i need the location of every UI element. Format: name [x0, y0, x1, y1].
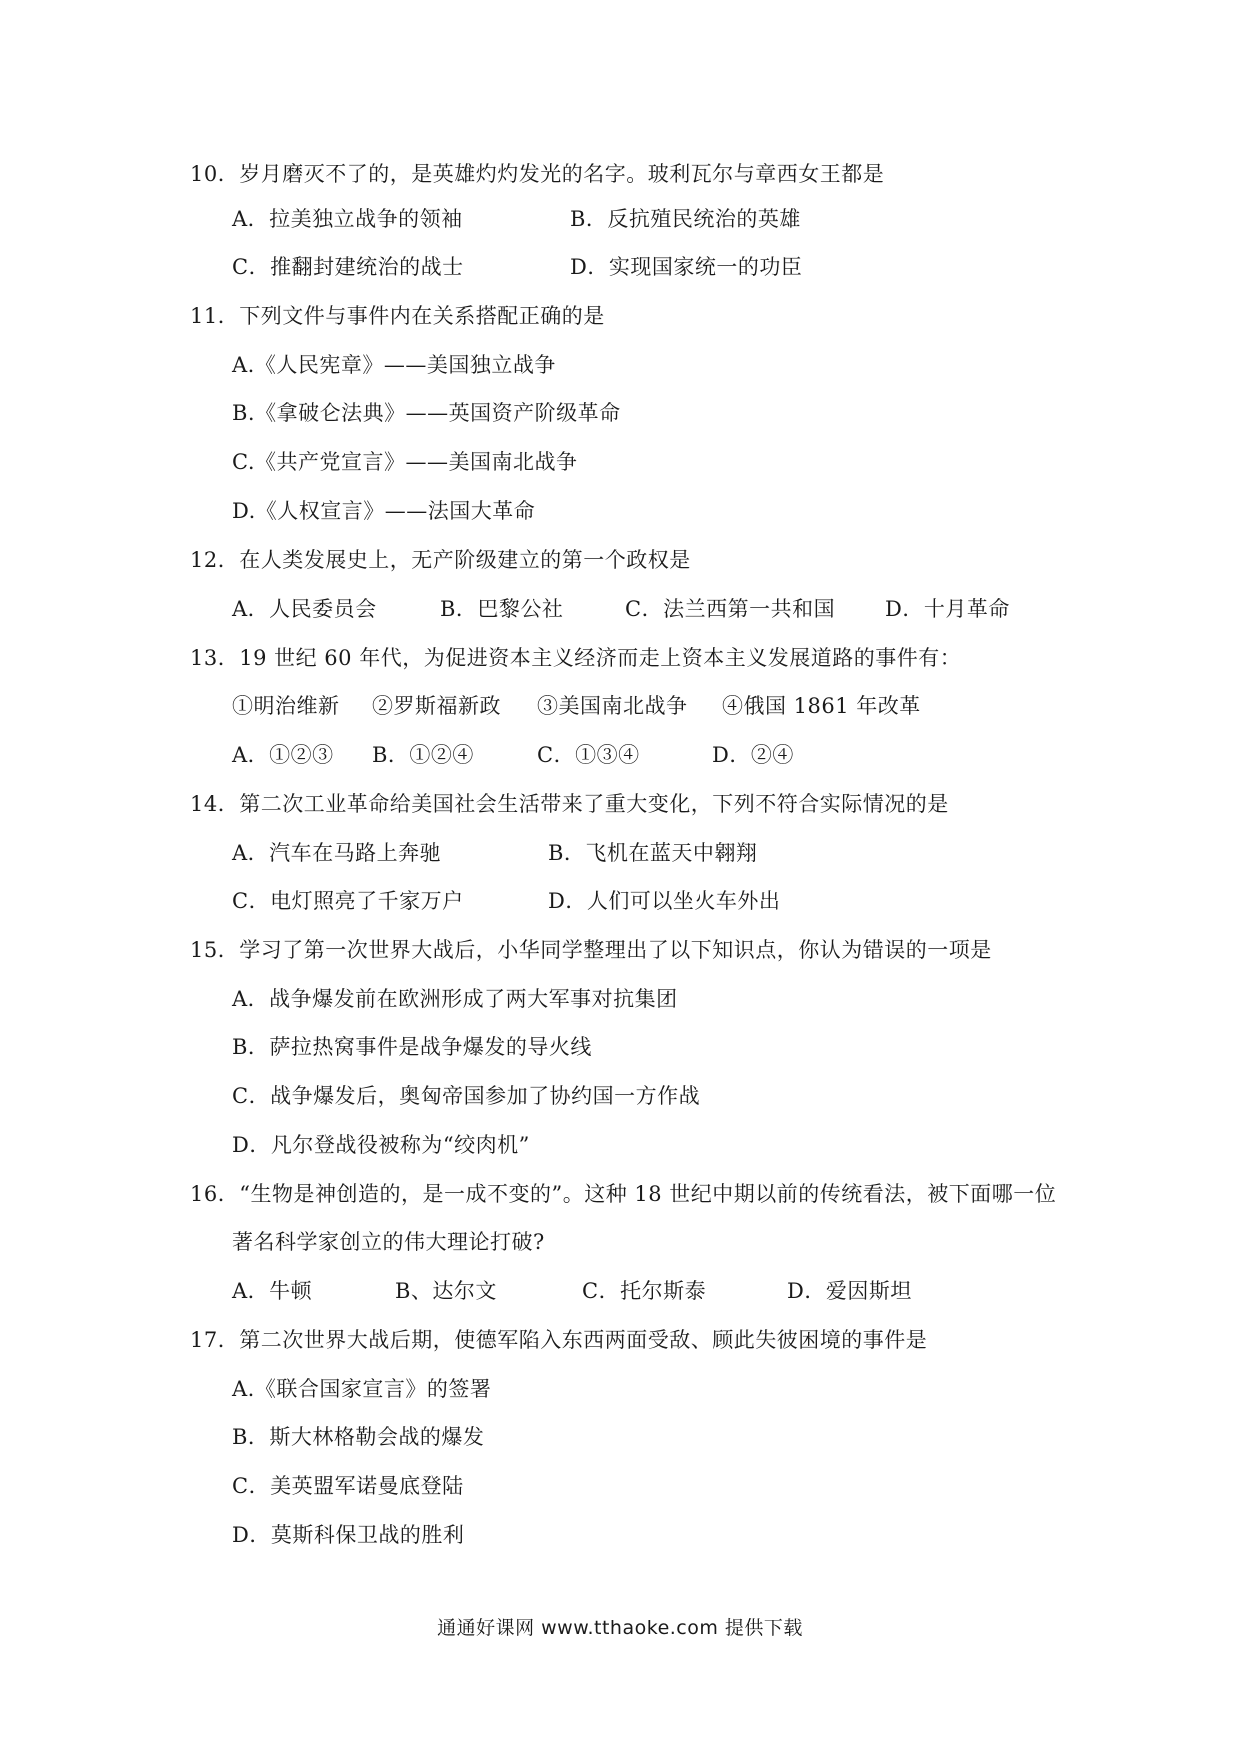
question-17-stem: 17．第二次世界大战后期，使德军陷入东西两面受敌、顾此失彼困境的事件是 — [190, 1328, 928, 1352]
question-13-option-b: B．①②④ — [372, 743, 474, 767]
question-11-option-a: A.《人民宪章》——美国独立战争 — [232, 353, 556, 377]
question-15-option-c: C．战争爆发后，奥匈帝国参加了协约国一方作战 — [232, 1084, 701, 1108]
question-15-option-d: D．凡尔登战役被称为“绞肉机” — [232, 1133, 530, 1157]
question-16-stem: 16．“生物是神创造的，是一成不变的”。这种 18 世纪中期以前的传统看法，被下面哪一位 — [190, 1182, 1057, 1206]
question-16-option-d: D．爱因斯坦 — [787, 1279, 912, 1303]
question-12-option-a: A．人民委员会 — [232, 597, 377, 621]
question-13-option-c: C．①③④ — [537, 743, 640, 767]
question-16-stem-continued: 著名科学家创立的伟大理论打破? — [232, 1230, 545, 1254]
question-11-option-b: B.《拿破仑法典》——英国资产阶级革命 — [232, 401, 621, 425]
question-11-option-c: C.《共产党宣言》——美国南北战争 — [232, 450, 578, 474]
question-12-option-c: C．法兰西第一共和国 — [625, 597, 836, 621]
question-12-stem: 12．在人类发展史上，无产阶级建立的第一个政权是 — [190, 548, 691, 572]
question-16-option-b: B、达尔文 — [395, 1279, 497, 1303]
question-11-stem: 11．下列文件与事件内在关系搭配正确的是 — [190, 304, 605, 328]
question-10-stem: 10．岁月磨灭不了的，是英雄灼灼发光的名字。玻利瓦尔与章西女王都是 — [190, 162, 885, 186]
question-13-stem: 13．19 世纪 60 年代，为促进资本主义经济而走上资本主义发展道路的事件有： — [190, 646, 962, 670]
question-13-option-d: D．②④ — [712, 743, 794, 767]
question-16-option-c: C．托尔斯泰 — [582, 1279, 707, 1303]
question-14-option-d: D．人们可以坐火车外出 — [548, 889, 781, 913]
question-17-option-b: B．斯大林格勒会战的爆发 — [232, 1425, 485, 1449]
question-14-stem: 14．第二次工业革命给美国社会生活带来了重大变化，下列不符合实际情况的是 — [190, 792, 949, 816]
question-13-item-3: ③美国南北战争 — [537, 694, 688, 718]
question-13-item-4: ④俄国 1861 年改革 — [722, 694, 921, 718]
question-17-option-d: D．莫斯科保卫战的胜利 — [232, 1523, 465, 1547]
question-10-option-b: B．反抗殖民统治的英雄 — [570, 207, 801, 231]
question-11-option-d: D.《人权宣言》——法国大革命 — [232, 499, 536, 523]
question-12-option-d: D．十月革命 — [885, 597, 1010, 621]
question-10-option-c: C．推翻封建统治的战士 — [232, 255, 464, 279]
question-12-option-b: B．巴黎公社 — [440, 597, 564, 621]
question-13-option-a: A．①②③ — [232, 743, 334, 767]
question-13-item-1: ①明治维新 — [232, 694, 340, 718]
question-10-option-a: A．拉美独立战争的领袖 — [232, 207, 463, 231]
question-14-option-b: B．飞机在蓝天中翱翔 — [548, 841, 758, 865]
question-14-option-a: A．汽车在马路上奔驰 — [232, 841, 442, 865]
question-15-option-a: A．战争爆发前在欧洲形成了两大军事对抗集团 — [232, 987, 678, 1011]
question-13-item-2: ②罗斯福新政 — [372, 694, 501, 718]
page-footer: 通通好课网 www.tthaoke.com 提供下载 — [437, 1617, 803, 1639]
question-10-option-d: D．实现国家统一的功臣 — [570, 255, 803, 279]
question-16-option-a: A．牛顿 — [232, 1279, 313, 1303]
question-15-stem: 15．学习了第一次世界大战后，小华同学整理出了以下知识点，你认为错误的一项是 — [190, 938, 992, 962]
question-17-option-a: A.《联合国家宣言》的签署 — [232, 1377, 492, 1401]
question-14-option-c: C．电灯照亮了千家万户 — [232, 889, 464, 913]
question-15-option-b: B．萨拉热窝事件是战争爆发的导火线 — [232, 1035, 592, 1059]
question-17-option-c: C．美英盟军诺曼底登陆 — [232, 1474, 464, 1498]
